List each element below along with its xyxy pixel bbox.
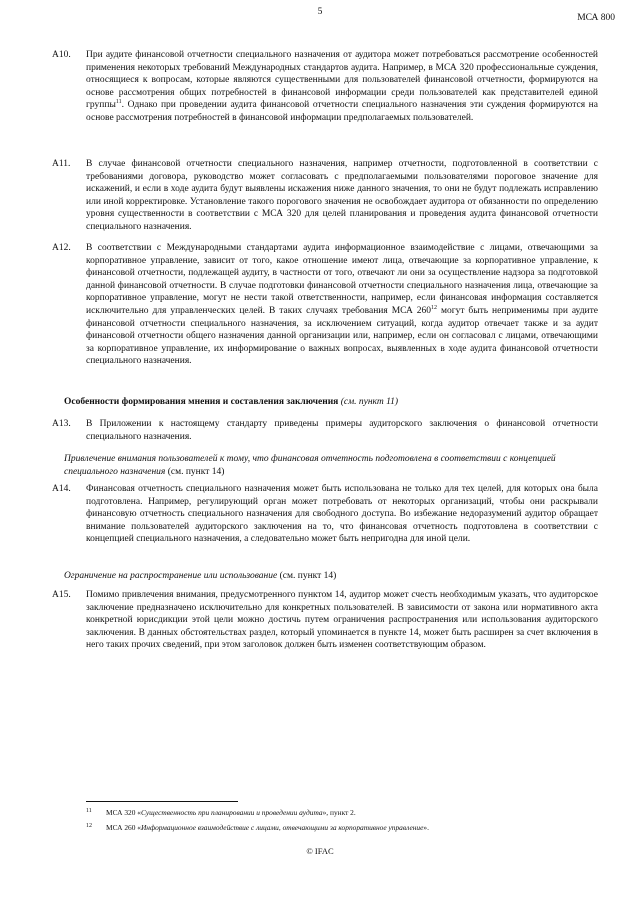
paragraph-label: А12. bbox=[52, 243, 71, 253]
paragraph-label: А15. bbox=[52, 590, 71, 600]
paragraph-text: Помимо привлечения внимания, предусмотренного пунктом 14, аудитор может счесть необходимым указать, что аудиторское заключение предназначено исключительно для конкретных пользователей. В зависимости от закона или нормативного акта конкретной юрисдикции этой цели можно достичь путем ограничения распространения или использования аудиторского заключения. В данных обстоятельствах раздел, который упоминается в пункте 14, может быть расширен за счет включения в него таких прочих сведений, при этом заголовок должен быть изменен соответствующим образом. bbox=[86, 590, 598, 651]
footnote-text-part: ». bbox=[423, 823, 429, 832]
sub-heading-reference: (см. пункт 14) bbox=[277, 571, 337, 581]
footnote-text-part: МСА 260 « bbox=[106, 823, 141, 832]
paragraph-text-part: В соответствии с Международными стандартами аудита информационное взаимодействие с лицами, отвечающими за корпоративное управление, зависит от того, какое отношение имеют лица, отвечающие за корпоративное управление, к финансовой отчетности, подлежащей аудиту, в частности от того, отвечают ли они за осуществление надзора за подготовкой данной финансовой отчетности. В случае подготовки финансовой отчетности специального назначения лица, отвечающие за корпоративное управление, могут не нести такой ответственности, например, если финансовая информация составляется исключительно для управленческих целей. В таких случаях требования МСА 260 bbox=[86, 243, 598, 316]
footnote-number: 11 bbox=[86, 808, 92, 814]
footnote-text-part: », пункт 2. bbox=[322, 808, 356, 817]
paragraph-a11 bbox=[52, 158, 598, 234]
paragraph-a12 bbox=[52, 242, 598, 368]
section-heading-reference: (см. пункт 11) bbox=[340, 397, 399, 407]
paragraph-text: В случае финансовой отчетности специального назначения, например отчетности, подготовленной в соответствии с требованиями договора, руководство может согласовать с предполагаемыми пользователями пороговое значение для искажений, и если в ходе аудита будут выявлены искажения ниже данного значения, то они не будут подлежать исправлению или иной корректировке. Установление такого порогового значения не освобождает аудитора от обязанности по определению уровня существенности в соответствии с МСА 320 для целей планирования и проведения аудита финансовой отчетности специального назначения. bbox=[86, 159, 598, 232]
paragraph-text bbox=[86, 242, 598, 368]
paragraph-a10 bbox=[52, 49, 598, 125]
paragraph-text: В Приложении к настоящему стандарту приведены примеры аудиторского заключения о финансовой отчетности специального назначения. bbox=[86, 419, 598, 442]
copyright-footer: © IFAC bbox=[306, 846, 334, 856]
sub-heading-reference: (см. пункт 14) bbox=[165, 466, 225, 477]
paragraph-text-part: могут быть неприменимы при аудите финансовой отчетности специального назначения, за исключением ситуаций, когда аудитор отвечает также и за аудит финансовой отчетности общего назначения данной организации или, например, если он согласовал с лицами, отвечающими за корпоративное управление, их информирование о важных вопросах, выявленных в ходе аудита финансовой отчетности специального назначения. bbox=[86, 305, 598, 367]
footnote-title: Информационное взаимодействие с лицами, отвечающими за корпоративное управление bbox=[140, 823, 424, 832]
paragraph-label: А11. bbox=[52, 159, 71, 169]
paragraph-a15 bbox=[52, 589, 598, 652]
sub-heading bbox=[64, 453, 598, 478]
footnote-divider bbox=[86, 801, 238, 802]
footnote-text bbox=[106, 808, 356, 818]
section-heading-text: Особенности формирования мнения и составления заключения bbox=[64, 397, 339, 407]
paragraph-label: А14. bbox=[52, 484, 71, 494]
footnote-text bbox=[106, 823, 429, 833]
paragraph-text-part: При аудите финансовой отчетности специального назначения от аудитора может потребоваться рассмотрение особенностей применения некоторых требований Международных стандартов аудита. Например, в МСА 320 профессиональные суждения, относящиеся к вопросам, которые являются существенными для пользователей финансовой отчетности, формируются на основе рассмотрения общих потребностей в финансовой информации среди пользователей как представителей единой группы bbox=[86, 50, 598, 111]
paragraph-label: А13. bbox=[52, 419, 71, 429]
sub-heading-text: Ограничение на распространение или использование bbox=[64, 571, 278, 581]
section-heading bbox=[64, 396, 576, 409]
paragraph-text: Финансовая отчетность специального назначения может быть использована не только для тех целей, для которых она была подготовлена. Например, регулирующий орган может потребовать от некоторых организаций, чтобы они раскрывали финансовую отчетность специального назначения для свободного доступа. Во избежание недоразумений аудитор обращает внимание пользователей аудиторского заключения на то, что финансовая отчетность подготовлена в соответствии с концепцией специального назначения, а следовательно может быть непригодна для иной цели. bbox=[86, 484, 598, 545]
paragraph-text bbox=[86, 49, 598, 125]
footnote-text-part: МСА 320 « bbox=[106, 808, 141, 817]
standard-code: МСА 800 bbox=[577, 13, 615, 23]
sub-heading bbox=[64, 570, 598, 583]
paragraph-a13 bbox=[52, 418, 598, 443]
paragraph-text-part: . Однако при проведении аудита финансовой отчетности специального назначения эти суждения формируются на основе рассмотрения потребностей в финансовой информации предполагаемых пользователей. bbox=[86, 100, 598, 123]
footnote-title: Существенность при планировании и проведении аудита bbox=[140, 808, 323, 817]
footnote-number: 12 bbox=[86, 823, 92, 829]
paragraph-label: А10. bbox=[52, 50, 71, 60]
paragraph-a14 bbox=[52, 483, 598, 546]
sub-heading-text: Привлечение внимания пользователей к тому, что финансовая отчетность подготовлена в соответствии с концепцией специального назначения bbox=[64, 454, 556, 477]
footnote-reference[interactable]: 12 bbox=[431, 304, 438, 311]
footnote-reference[interactable]: 11 bbox=[115, 99, 122, 106]
page-number: 5 bbox=[317, 7, 323, 17]
